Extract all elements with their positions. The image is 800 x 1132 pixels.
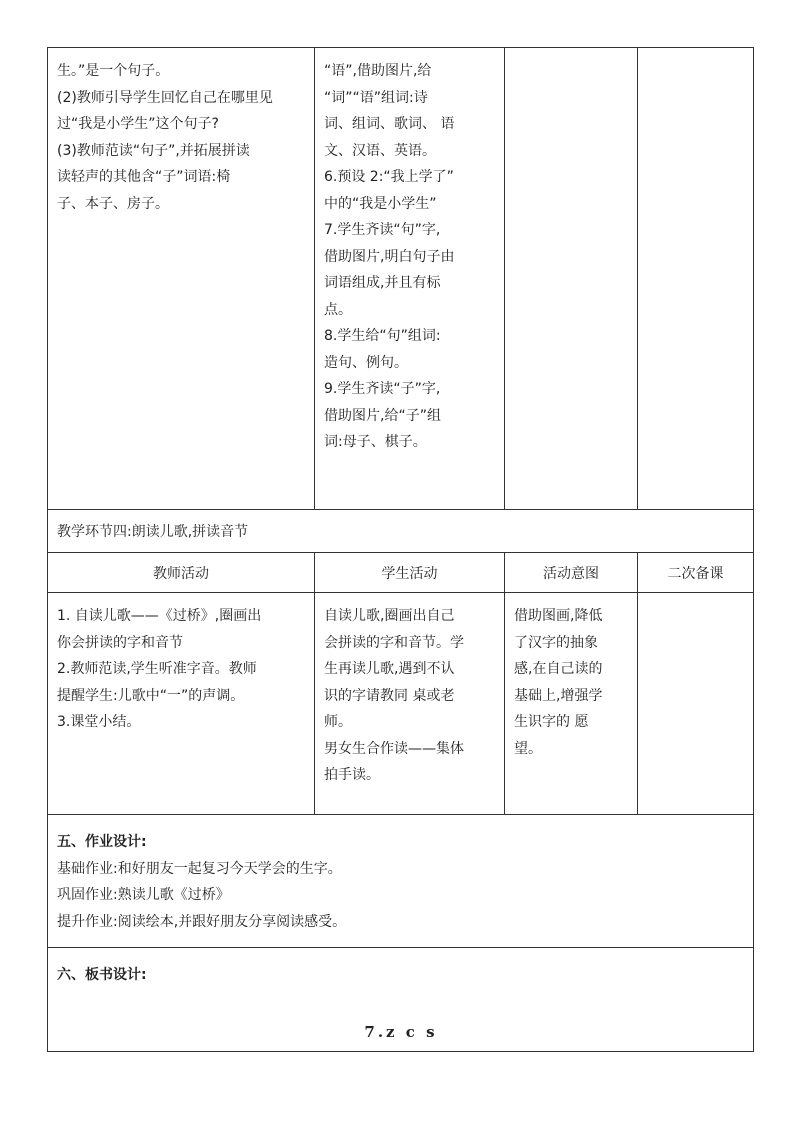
text-line: 词语组成,并且有标	[324, 275, 441, 291]
text-line: 望。	[514, 740, 542, 757]
text-line: 子、本子、房子。	[57, 195, 169, 212]
header-activity-intent: 活动意图	[505, 553, 638, 593]
second-prep-cell	[638, 48, 754, 510]
board-formula: 7.z c s	[364, 1022, 438, 1041]
text-line: 借助图片,给“子”组	[324, 407, 441, 424]
header-teacher-activity: 教师活动	[48, 553, 315, 593]
stage-four-activity-row	[48, 593, 754, 815]
text-line: (3)教师范读“句子”,并拓展拼读	[57, 142, 250, 159]
text-line: 识的字请教同 桌或老	[324, 687, 455, 704]
text-line: 点。	[324, 301, 352, 318]
intent-cell	[505, 48, 638, 510]
text-line: “语”,借助图片,给	[324, 63, 432, 79]
text-line: 1. 自读儿歌——《过桥》,圈画出	[57, 608, 262, 624]
text-line: 借助图片,明白句子由	[324, 248, 455, 265]
student-activity-cell	[315, 48, 505, 510]
lesson-plan-document	[47, 47, 753, 1052]
text-line: 会拼读的字和音节。学	[324, 634, 464, 651]
continued-activity-row	[48, 48, 754, 510]
text-line: 7.学生齐读“句”字,	[324, 222, 441, 238]
text-line: (2)教师引导学生回忆自己在哪里见	[57, 89, 273, 106]
intent-cell	[505, 593, 638, 815]
text-line: 生。”是一个句子。	[57, 63, 170, 79]
text-line: 中的“我是小学生”	[324, 195, 437, 212]
text-line: 生识字的 愿	[514, 714, 589, 730]
homework-row	[48, 815, 754, 948]
homework-line: 提升作业:阅读绘本,并跟好朋友分享阅读感受。	[57, 913, 347, 930]
text-line: 过“我是小学生”这个句子?	[57, 116, 219, 132]
column-header-row	[48, 553, 754, 593]
text-line: 拍手读。	[324, 767, 380, 783]
board-design-title: 六、板书设计:	[57, 967, 147, 983]
text-line: 读轻声的其他含“子”词语:椅	[57, 169, 231, 185]
text-line: 了汉字的抽象	[514, 634, 598, 651]
stage-four-title-row	[48, 510, 754, 553]
text-line: 基础上,增强学	[514, 687, 603, 704]
homework-line: 基础作业:和好朋友一起复习今天学会的生字。	[57, 860, 342, 877]
text-line: 8.学生给“句”组词:	[324, 328, 441, 344]
text-line: 男女生合作读——集体	[324, 740, 464, 757]
text-line: 3.课堂小结。	[57, 714, 141, 730]
board-design-row	[48, 948, 754, 1052]
text-line: 6.预设 2:“我上学了”	[324, 169, 454, 185]
text-line: 2.教师范读,学生听准字音。教师	[57, 661, 257, 677]
second-prep-cell	[638, 593, 754, 815]
student-activity-cell	[315, 593, 505, 815]
text-line: 感,在自己读的	[514, 661, 603, 677]
board-design-cell	[48, 948, 754, 1052]
teacher-activity-cell	[48, 48, 315, 510]
homework-title: 五、作业设计:	[57, 834, 147, 850]
text-line: 借助图画,降低	[514, 608, 603, 624]
text-line: 词、组词、歌词、 语	[324, 116, 455, 132]
teacher-activity-cell	[48, 593, 315, 815]
text-line: “词”“语”组词:诗	[324, 89, 428, 106]
text-line: 提醒学生:儿歌中“一”的声调。	[57, 687, 245, 704]
homework-line: 巩固作业:熟读儿歌《过桥》	[57, 887, 230, 903]
header-second-prep: 二次备课	[638, 553, 754, 593]
text-line: 词:母子、棋子。	[324, 434, 427, 450]
lesson-plan-table	[47, 47, 754, 1052]
text-line: 自读儿歌,圈画出自己	[324, 608, 455, 624]
text-line: 生再读儿歌,遇到不认	[324, 661, 455, 677]
homework-cell	[48, 815, 754, 948]
header-student-activity: 学生活动	[315, 553, 505, 593]
text-line: 文、汉语、英语。	[324, 142, 436, 159]
text-line: 造句、例句。	[324, 354, 408, 371]
text-line: 你会拼读的字和音节	[57, 634, 183, 651]
stage-four-title: 教学环节四:朗读儿歌,拼读音节	[48, 510, 754, 553]
text-line: 9.学生齐读“子”字,	[324, 381, 441, 397]
text-line: 师。	[324, 714, 352, 730]
